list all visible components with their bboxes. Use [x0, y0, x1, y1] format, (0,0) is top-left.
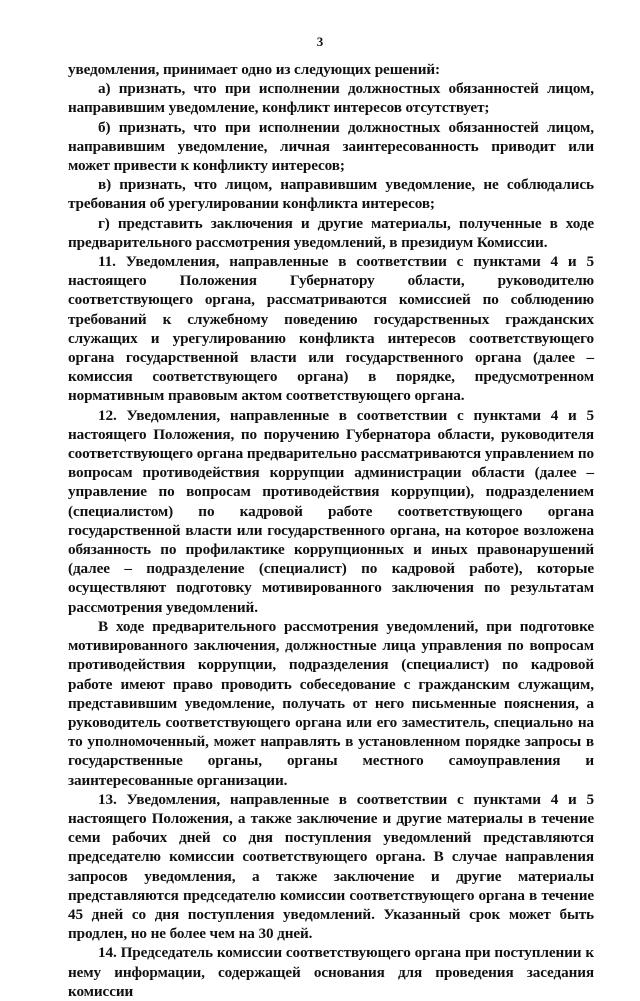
paragraph-continuation: уведомления, принимает одно из следующих решений: [68, 61, 440, 78]
paragraph-item-12: 12. Уведомления, направленные в соответствии с пунктами 4 и 5 настоящего Положения, по поручению Губернатора области, руководителя соответствующего органа предварительно рассматриваются управлением по вопросам противодействия коррупции администрации области (далее – управление по вопросам противодействия коррупции), подразделением (специалистом) по кадровой работе соответствующего органа государственной власти или государственного органа, на которое возложена обязанность по профилактике коррупционных и иных правонарушений (далее – подразделение (специалист) по кадровой работе), которые осуществляют подготовку мотивированного заключения по результатам рассмотрения уведомлений. [68, 406, 594, 616]
paragraph-item-12-cont: В ходе предварительного рассмотрения уведомлений, при подготовке мотивированного заключения, должностные лица управления по вопросам противодействия коррупции, подразделения (специалист) по кадровой работе имеют право проводить собеседование с гражданским служащим, представившим уведомление, получать от него письменные пояснения, а руководитель соответствующего органа или его заместитель, специально на то уполномоченный, может направлять в установленном порядке запросы в государственные органы, органы местного самоуправления и заинтересованные организации. [68, 617, 594, 789]
paragraph-item-13: 13. Уведомления, направленные в соответствии с пунктами 4 и 5 настоящего Положения, а также заключение и другие материалы в течение семи рабочих дней со дня поступления уведомлений представляются председателю комиссии соответствующего органа. В случае направления запросов уведомления, а также заключение и другие материалы представляются председателю комиссии соответствующего органа в течение 45 дней со дня поступления уведомлений. Указанный срок может быть продлен, но не более чем на 30 дней. [68, 790, 594, 943]
paragraph-decision-b: б) признать, что при исполнении должностных обязанностей лицом, направившим уведомление, личная заинтересованность приводит или может привести к конфликту интересов; [68, 118, 594, 175]
paragraph-decision-a: а) признать, что при исполнении должностных обязанностей лицом, направившим уведомление, конфликт интересов отсутствует; [68, 80, 594, 117]
paragraph-decision-d: г) представить заключения и другие материалы, полученные в ходе предварительного рассмотрения уведомлений, в президиум Комиссии. [68, 214, 594, 251]
paragraph-item-14: 14. Председатель комиссии соответствующего органа при поступлении к нему информации, содержащей основания для проведения заседания комиссии [68, 944, 594, 1000]
paragraph-item-11: 11. Уведомления, направленные в соответствии с пунктами 4 и 5 настоящего Положения Губернатору области, руководителю соответствующего органа, рассматриваются комиссией по соблюдению требований к служебному поведению государственных гражданских служащих и урегулированию конфликта интересов соответствующего органа государственной власти или государственного органа (далее – комиссия соответствующего органа) в порядке, предусмотренном нормативным правовым актом соответствующего органа. [68, 253, 594, 405]
paragraph-decision-c: в) признать, что лицом, направившим уведомление, не соблюдались требования об урегулировании конфликта интересов; [68, 176, 594, 213]
page-number: 3 [316, 34, 324, 49]
document-body [68, 60, 594, 1001]
